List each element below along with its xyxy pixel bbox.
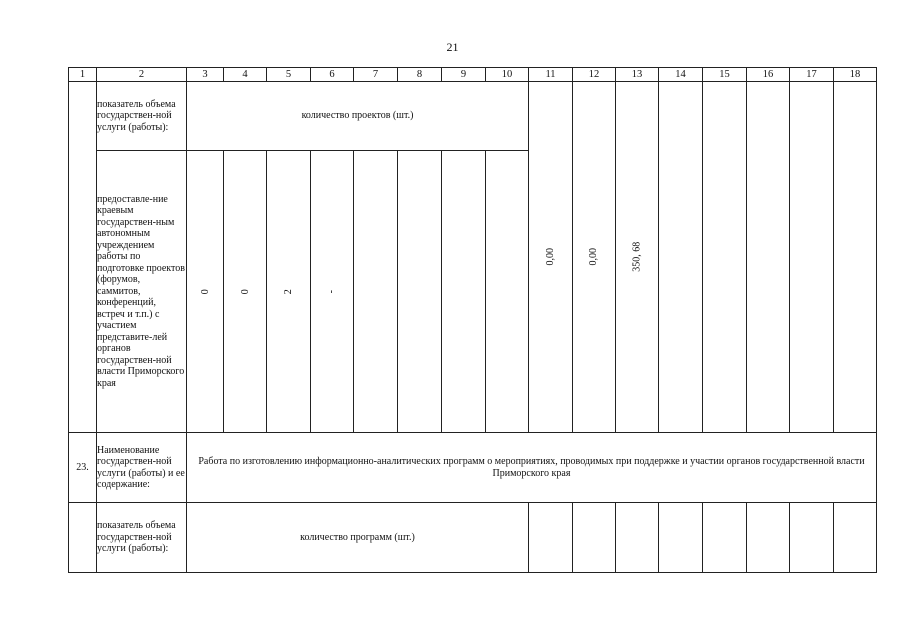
col-header: 13 — [616, 68, 659, 82]
value-5: 2 — [282, 289, 294, 294]
col-header: 7 — [354, 68, 398, 82]
col-header: 8 — [398, 68, 442, 82]
value-4: 0 — [239, 289, 251, 294]
col-header: 9 — [442, 68, 486, 82]
col-header: 10 — [486, 68, 529, 82]
empty-cell — [703, 82, 747, 433]
indicator-label: показатель объема государствен-ной услуги (работы): — [97, 82, 187, 151]
value-cell-11 — [529, 82, 573, 433]
indicator-row-programs — [69, 503, 877, 573]
col-header: 12 — [573, 68, 616, 82]
value-12: 0,00 — [588, 248, 600, 266]
empty-cell — [703, 503, 747, 573]
indicator-unit-projects: количество проектов (шт.) — [187, 82, 529, 151]
header-row — [69, 68, 877, 82]
value-3: 0 — [199, 289, 211, 294]
col-header: 15 — [703, 68, 747, 82]
indicator-row-projects — [69, 82, 877, 151]
col-header: 3 — [187, 68, 224, 82]
empty-cell — [747, 82, 790, 433]
empty-cell — [529, 503, 573, 573]
col-header: 6 — [311, 68, 354, 82]
empty-cell — [834, 82, 877, 433]
service-description: предоставле-ние краевым государствен-ным автономным учреждением работы по подготовке проектов (форумов, саммитов, конференций, встреч и т.п.) с участием представите-лей органов государствен-ной власти Приморского края — [97, 151, 187, 433]
col-header: 4 — [224, 68, 267, 82]
page-number: 21 — [446, 40, 459, 54]
col-header: 1 — [69, 68, 97, 82]
data-table — [68, 67, 877, 573]
indicator-unit-programs: количество программ (шт.) — [187, 503, 529, 573]
item-23-content: Работа по изготовлению информационно-аналитических программ о мероприятиях, проводимых при поддержке и участии органов государственной власти Приморского края — [187, 433, 877, 503]
value-13: 350, 68 — [631, 242, 643, 272]
empty-cell — [354, 151, 398, 433]
empty-cell — [573, 503, 616, 573]
empty-cell — [442, 151, 486, 433]
value-cell-13 — [616, 82, 659, 433]
indicator-label: показатель объема государствен-ной услуги (работы): — [97, 503, 187, 573]
value-cell-6 — [311, 151, 354, 433]
empty-cell — [616, 503, 659, 573]
col-header: 5 — [267, 68, 311, 82]
value-cell-5 — [267, 151, 311, 433]
empty-cell — [790, 503, 834, 573]
item-number: 23. — [69, 433, 97, 503]
item-23-label: Наименование государствен-ной услуги (работы) и ее содержание: — [97, 433, 187, 503]
row-number-cell — [69, 82, 97, 433]
empty-cell — [659, 503, 703, 573]
empty-cell — [398, 151, 442, 433]
empty-cell — [659, 82, 703, 433]
col-header: 14 — [659, 68, 703, 82]
col-header: 17 — [790, 68, 834, 82]
value-cell-12 — [573, 82, 616, 433]
col-header: 16 — [747, 68, 790, 82]
empty-cell — [834, 503, 877, 573]
empty-cell — [486, 151, 529, 433]
value-cell-3 — [187, 151, 224, 433]
col-header: 11 — [529, 68, 573, 82]
col-header: 2 — [97, 68, 187, 82]
value-cell-4 — [224, 151, 267, 433]
empty-cell — [69, 503, 97, 573]
col-header: 18 — [834, 68, 877, 82]
item-23-row — [69, 433, 877, 503]
value-6: - — [326, 289, 338, 294]
value-11: 0,00 — [544, 248, 556, 266]
empty-cell — [747, 503, 790, 573]
empty-cell — [790, 82, 834, 433]
